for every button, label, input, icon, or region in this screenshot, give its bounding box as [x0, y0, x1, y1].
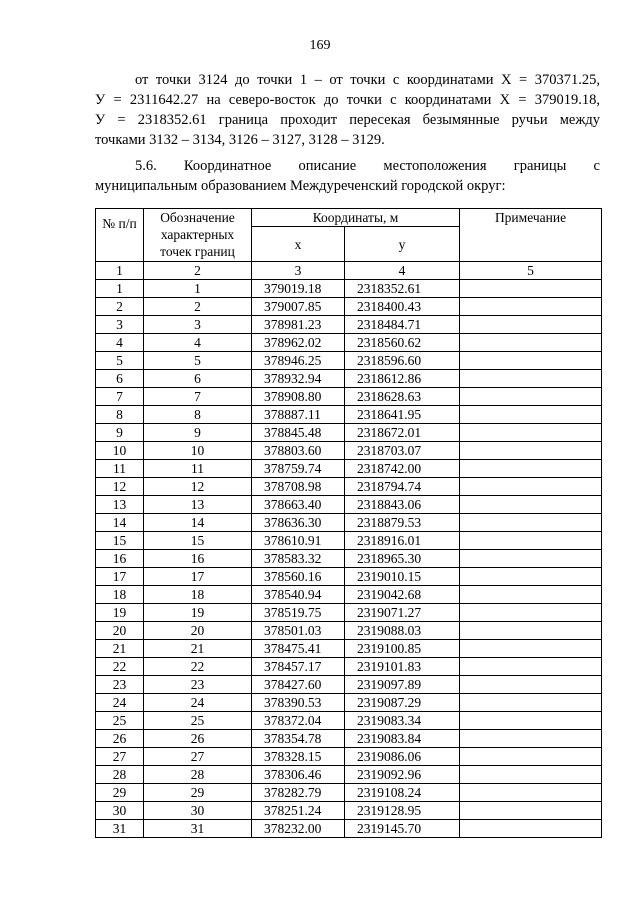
table-cell: 18 [144, 586, 252, 604]
table-cell: 1 [144, 280, 252, 298]
table-cell: 2319071.27 [345, 604, 460, 622]
table-cell: 14 [144, 514, 252, 532]
table-cell: 22 [96, 658, 144, 676]
table-row [96, 442, 602, 460]
table-cell: 11 [144, 460, 252, 478]
table-cell: 23 [144, 676, 252, 694]
table-cell: 29 [144, 784, 252, 802]
table-row [96, 658, 602, 676]
header-num: № п/п [96, 209, 144, 262]
table-cell: 2318612.86 [345, 370, 460, 388]
table-cell: 378962.02 [252, 334, 345, 352]
table-cell [460, 748, 602, 766]
table-cell: 5 [460, 262, 602, 280]
table-cell [460, 424, 602, 442]
table-cell: 378708.98 [252, 478, 345, 496]
table-cell [460, 802, 602, 820]
table-cell: 378803.60 [252, 442, 345, 460]
table-cell: 1 [96, 262, 144, 280]
table-cell: 2319100.85 [345, 640, 460, 658]
table-cell: 3 [96, 316, 144, 334]
table-cell [460, 622, 602, 640]
table-cell [460, 604, 602, 622]
table-row [96, 514, 602, 532]
table-cell: 378328.15 [252, 748, 345, 766]
table-cell: 5 [144, 352, 252, 370]
table-row [96, 316, 602, 334]
table-cell [460, 478, 602, 496]
table-cell: 2319092.96 [345, 766, 460, 784]
table-cell: 28 [144, 766, 252, 784]
table-cell: 4 [144, 334, 252, 352]
paragraph-line: муниципальным образованием Междуреченский городской округ: [95, 178, 506, 194]
table-cell: 378932.94 [252, 370, 345, 388]
table-cell: 2319108.24 [345, 784, 460, 802]
table-row [96, 568, 602, 586]
table-row [96, 406, 602, 424]
table-cell [460, 712, 602, 730]
table-cell: 378759.74 [252, 460, 345, 478]
table-row [96, 766, 602, 784]
table-cell: 2319083.34 [345, 712, 460, 730]
table-row [96, 622, 602, 640]
table-cell: 4 [96, 334, 144, 352]
header-y: y [345, 227, 460, 262]
table-cell: 2 [144, 262, 252, 280]
table-cell: 378946.25 [252, 352, 345, 370]
table-cell: 2318965.30 [345, 550, 460, 568]
table-row [96, 388, 602, 406]
table-cell: 378887.11 [252, 406, 345, 424]
table-cell: 23 [96, 676, 144, 694]
table-row [96, 604, 602, 622]
table-cell: 30 [144, 802, 252, 820]
table-cell: 11 [96, 460, 144, 478]
table-row [96, 280, 602, 298]
table-cell: 378232.00 [252, 820, 345, 838]
table-cell: 21 [96, 640, 144, 658]
table-cell: 378427.60 [252, 676, 345, 694]
table-cell: 26 [144, 730, 252, 748]
table-row [96, 748, 602, 766]
paragraph-line: У = 2311642.27 на северо-восток до точки с координатами X = 379019.18, [95, 92, 600, 108]
table-cell: 16 [144, 550, 252, 568]
table-cell: 378908.80 [252, 388, 345, 406]
table-cell: 2319010.15 [345, 568, 460, 586]
header-designation: Обозначение характерных точек границ [144, 209, 252, 262]
table-cell: 2 [96, 298, 144, 316]
table-cell: 378306.46 [252, 766, 345, 784]
table-row [96, 586, 602, 604]
table-cell: 378354.78 [252, 730, 345, 748]
table-row [96, 640, 602, 658]
table-cell: 2319097.89 [345, 676, 460, 694]
table-cell: 378583.32 [252, 550, 345, 568]
table-cell: 3 [144, 316, 252, 334]
table-cell: 378519.75 [252, 604, 345, 622]
table-cell: 19 [96, 604, 144, 622]
table-cell [460, 676, 602, 694]
table-body [96, 262, 602, 838]
table-cell: 2318742.00 [345, 460, 460, 478]
table-cell [460, 532, 602, 550]
table-row [96, 676, 602, 694]
table-cell: 14 [96, 514, 144, 532]
table-cell: 2318641.95 [345, 406, 460, 424]
table-cell: 20 [144, 622, 252, 640]
table-cell [460, 460, 602, 478]
paragraph-line: 5.6. Координатное описание местоположения границы с [135, 158, 600, 174]
table-cell [460, 298, 602, 316]
table-cell: 2319087.29 [345, 694, 460, 712]
table-cell: 2319145.70 [345, 820, 460, 838]
table-cell: 2319101.83 [345, 658, 460, 676]
table-cell: 18 [96, 586, 144, 604]
table-cell: 31 [96, 820, 144, 838]
table-cell: 2318560.62 [345, 334, 460, 352]
table-cell [460, 406, 602, 424]
header-note: Примечание [460, 209, 602, 262]
table-cell: 21 [144, 640, 252, 658]
table-cell: 2318596.60 [345, 352, 460, 370]
table-cell [460, 766, 602, 784]
table-cell: 378457.17 [252, 658, 345, 676]
table-cell: 2 [144, 298, 252, 316]
table-cell: 2318794.74 [345, 478, 460, 496]
table-cell: 7 [144, 388, 252, 406]
table-cell: 30 [96, 802, 144, 820]
table-cell: 2318628.63 [345, 388, 460, 406]
table-cell: 24 [144, 694, 252, 712]
table-cell: 379007.85 [252, 298, 345, 316]
table-cell: 27 [144, 748, 252, 766]
table-cell [460, 316, 602, 334]
table-cell: 12 [144, 478, 252, 496]
table-cell: 3 [252, 262, 345, 280]
table-row [96, 694, 602, 712]
table-cell: 8 [96, 406, 144, 424]
table-cell: 379019.18 [252, 280, 345, 298]
table-cell: 2319088.03 [345, 622, 460, 640]
table-cell: 378540.94 [252, 586, 345, 604]
section-heading-paragraph [95, 156, 600, 196]
table-cell [460, 730, 602, 748]
table-cell: 24 [96, 694, 144, 712]
table-cell: 7 [96, 388, 144, 406]
table-cell: 6 [96, 370, 144, 388]
table-cell: 2319042.68 [345, 586, 460, 604]
table-cell: 4 [345, 262, 460, 280]
table-cell [460, 586, 602, 604]
table-cell [460, 784, 602, 802]
table-cell: 378251.24 [252, 802, 345, 820]
table-cell [460, 334, 602, 352]
table-cell: 2318352.61 [345, 280, 460, 298]
table-row [96, 370, 602, 388]
table-cell [460, 280, 602, 298]
table-cell: 378501.03 [252, 622, 345, 640]
table-cell: 10 [96, 442, 144, 460]
table-cell: 25 [144, 712, 252, 730]
table-cell: 13 [96, 496, 144, 514]
table-row [96, 460, 602, 478]
paragraph-line: У = 2318352.61 граница проходит пересекая безымянные ручьи между [95, 112, 600, 128]
table-row [96, 532, 602, 550]
paragraph-line: от точки 3124 до точки 1 – от точки с координатами X = 370371.25, [135, 72, 600, 88]
table-cell: 13 [144, 496, 252, 514]
table-cell: 9 [96, 424, 144, 442]
table-cell [460, 352, 602, 370]
table-row [96, 550, 602, 568]
table-cell: 28 [96, 766, 144, 784]
table-cell: 6 [144, 370, 252, 388]
table-row [96, 784, 602, 802]
table-cell [460, 370, 602, 388]
table-row [96, 730, 602, 748]
table-row [96, 712, 602, 730]
table-cell: 8 [144, 406, 252, 424]
table-cell: 378636.30 [252, 514, 345, 532]
table-cell: 2318400.43 [345, 298, 460, 316]
page-number: 169 [309, 38, 331, 53]
table-cell: 2318879.53 [345, 514, 460, 532]
table-cell [460, 694, 602, 712]
table-cell: 2319086.06 [345, 748, 460, 766]
table-cell: 31 [144, 820, 252, 838]
coordinates-table [95, 208, 602, 838]
table-cell: 15 [144, 532, 252, 550]
table-row [96, 298, 602, 316]
table-cell [460, 442, 602, 460]
table-cell: 378282.79 [252, 784, 345, 802]
table-cell: 22 [144, 658, 252, 676]
table-cell: 20 [96, 622, 144, 640]
table-cell: 2319083.84 [345, 730, 460, 748]
table-cell: 378560.16 [252, 568, 345, 586]
table-cell: 19 [144, 604, 252, 622]
header-coords: Координаты, м [252, 209, 460, 227]
table-cell: 15 [96, 532, 144, 550]
table-cell: 17 [144, 568, 252, 586]
table-row [96, 424, 602, 442]
table-cell: 378845.48 [252, 424, 345, 442]
table-row [96, 334, 602, 352]
table-cell: 378610.91 [252, 532, 345, 550]
table-cell: 378475.41 [252, 640, 345, 658]
table-row [96, 496, 602, 514]
table-cell: 2318916.01 [345, 532, 460, 550]
table-cell [460, 658, 602, 676]
table-cell: 12 [96, 478, 144, 496]
table-cell: 16 [96, 550, 144, 568]
table-cell: 1 [96, 280, 144, 298]
table-cell: 9 [144, 424, 252, 442]
table-cell [460, 496, 602, 514]
table-cell: 5 [96, 352, 144, 370]
table-cell [460, 640, 602, 658]
table-cell: 17 [96, 568, 144, 586]
table-cell: 27 [96, 748, 144, 766]
boundary-description-paragraph [95, 70, 600, 150]
paragraph-line: точками 3132 – 3134, 3126 – 3127, 3128 – 3129. [95, 132, 385, 148]
table-cell: 2318843.06 [345, 496, 460, 514]
table-row [96, 352, 602, 370]
table-cell: 2318672.01 [345, 424, 460, 442]
table-cell [460, 514, 602, 532]
table-cell: 10 [144, 442, 252, 460]
table-cell: 25 [96, 712, 144, 730]
table-cell [460, 550, 602, 568]
table-cell: 378372.04 [252, 712, 345, 730]
table-row [96, 478, 602, 496]
table-cell: 378390.53 [252, 694, 345, 712]
index-row [96, 262, 602, 280]
table-row [96, 802, 602, 820]
table-cell: 29 [96, 784, 144, 802]
table-cell: 378663.40 [252, 496, 345, 514]
table-cell: 2318703.07 [345, 442, 460, 460]
table-cell: 2318484.71 [345, 316, 460, 334]
table-cell: 378981.23 [252, 316, 345, 334]
table-cell: 2319128.95 [345, 802, 460, 820]
header-x: x [252, 227, 345, 262]
table-cell [460, 820, 602, 838]
table-cell [460, 568, 602, 586]
table-cell [460, 388, 602, 406]
table-cell: 26 [96, 730, 144, 748]
table-row [96, 820, 602, 838]
